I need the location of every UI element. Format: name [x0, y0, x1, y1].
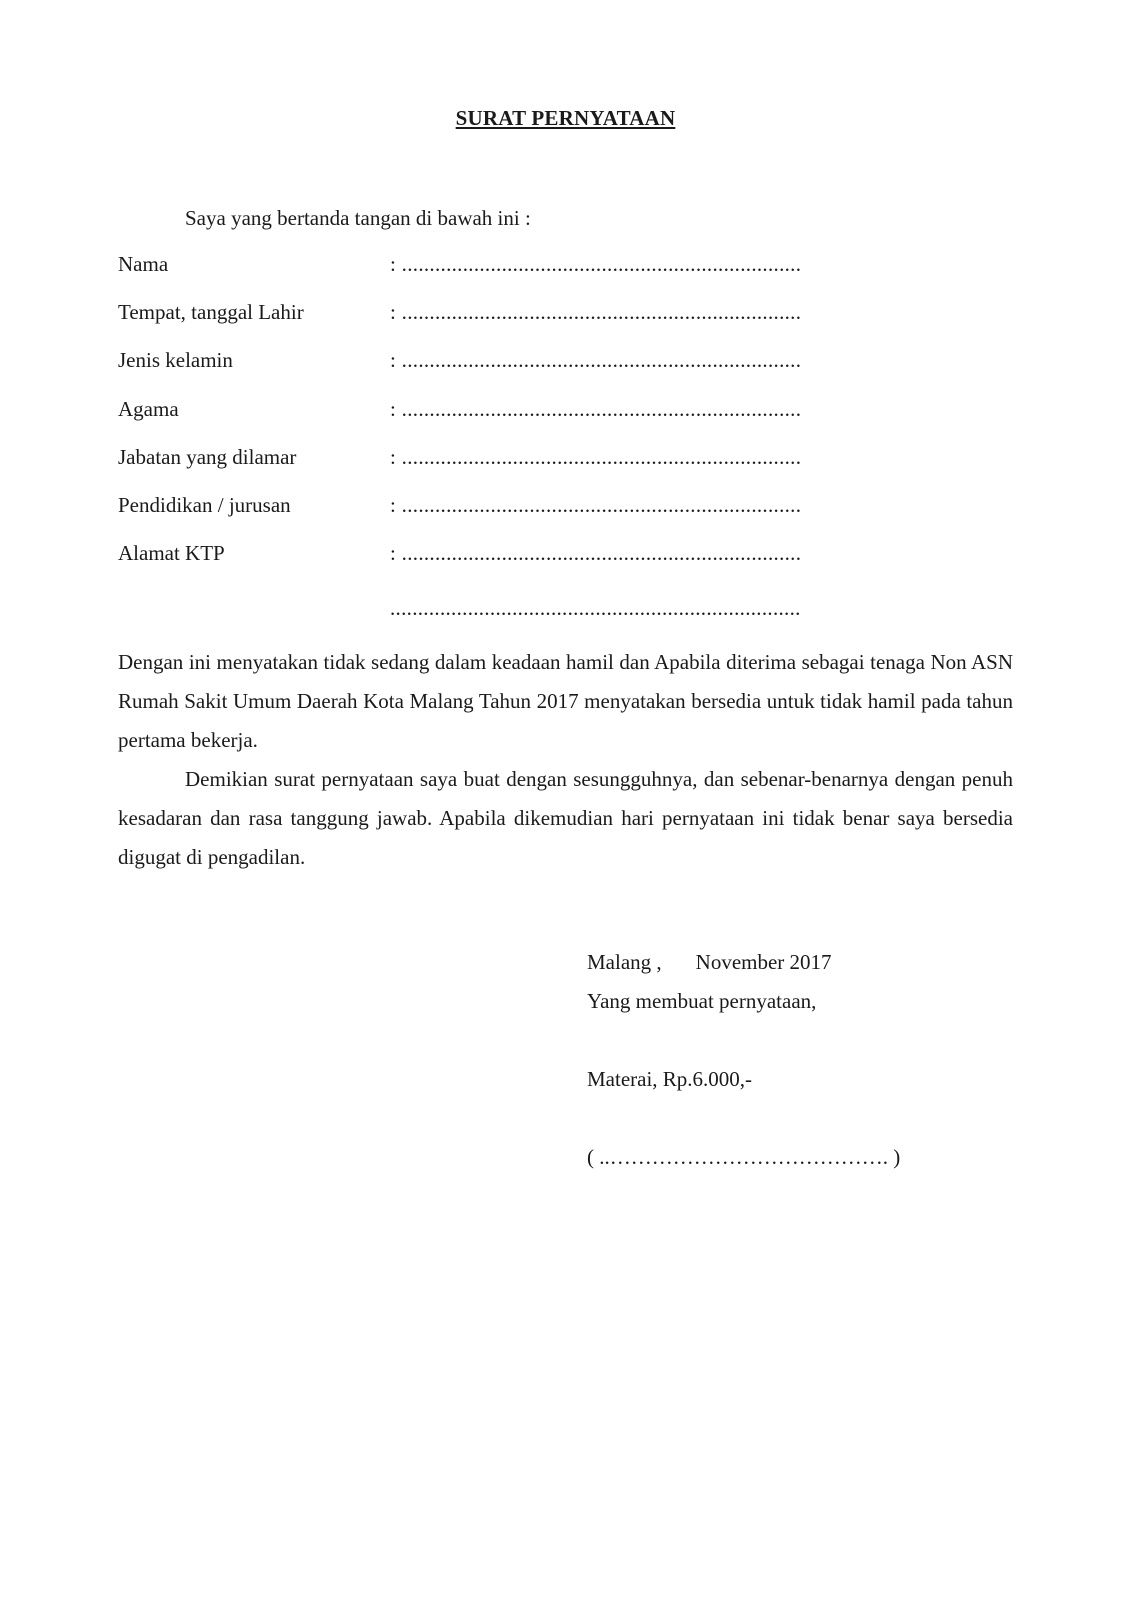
closing-paragraph: Demikian surat pernyataan saya buat dengan sesungguhnya, dan sebenar-benarnya dengan penuh kesadaran dan rasa tanggung jawab. Apabila dikemudian hari pernyataan ini tidak benar saya bersedia digugat di pengadilan. — [118, 767, 1013, 869]
field-label: Agama — [118, 397, 179, 421]
field-label: Tempat, tanggal Lahir — [118, 300, 304, 324]
field-value-blank: : ........................................................................ — [390, 493, 802, 517]
signature-name-line: ( ..…………………………………. ) — [587, 1145, 901, 1169]
field-label: Jabatan yang dilamar — [118, 445, 297, 469]
intro-statement: Saya yang bertanda tangan di bawah ini : — [185, 206, 531, 230]
statement-paragraph: Dengan ini menyatakan tidak sedang dalam keadaan hamil dan Apabila diterima sebagai tenaga Non ASN Rumah Sakit Umum Daerah Kota Malang Tahun 2017 menyatakan bersedia untuk tidak hamil pada tahun pertama bekerja. — [118, 650, 1013, 752]
materai-stamp-label: Materai, Rp.6.000,- — [587, 1067, 753, 1091]
field-value-blank: : ........................................................................ — [390, 252, 802, 276]
address-continuation-line: .......................................................................... — [390, 596, 801, 620]
field-value-blank: : ........................................................................ — [390, 348, 802, 372]
field-label: Alamat KTP — [118, 541, 225, 565]
field-label: Nama — [118, 252, 169, 276]
signature-place-date — [587, 950, 832, 975]
field-label: Pendidikan / jurusan — [118, 493, 291, 517]
field-value-blank: : ........................................................................ — [390, 300, 802, 324]
document-title: SURAT PERNYATAAN — [455, 106, 676, 130]
signature-place: Malang , — [587, 950, 662, 974]
signature-maker-label: Yang membuat pernyataan, — [587, 989, 817, 1013]
signature-date: November 2017 — [695, 950, 832, 974]
field-value-blank: : ........................................................................ — [390, 397, 802, 421]
field-value-blank: : ........................................................................ — [390, 541, 802, 565]
field-label: Jenis kelamin — [118, 348, 233, 372]
field-value-blank: : ........................................................................ — [390, 445, 802, 469]
